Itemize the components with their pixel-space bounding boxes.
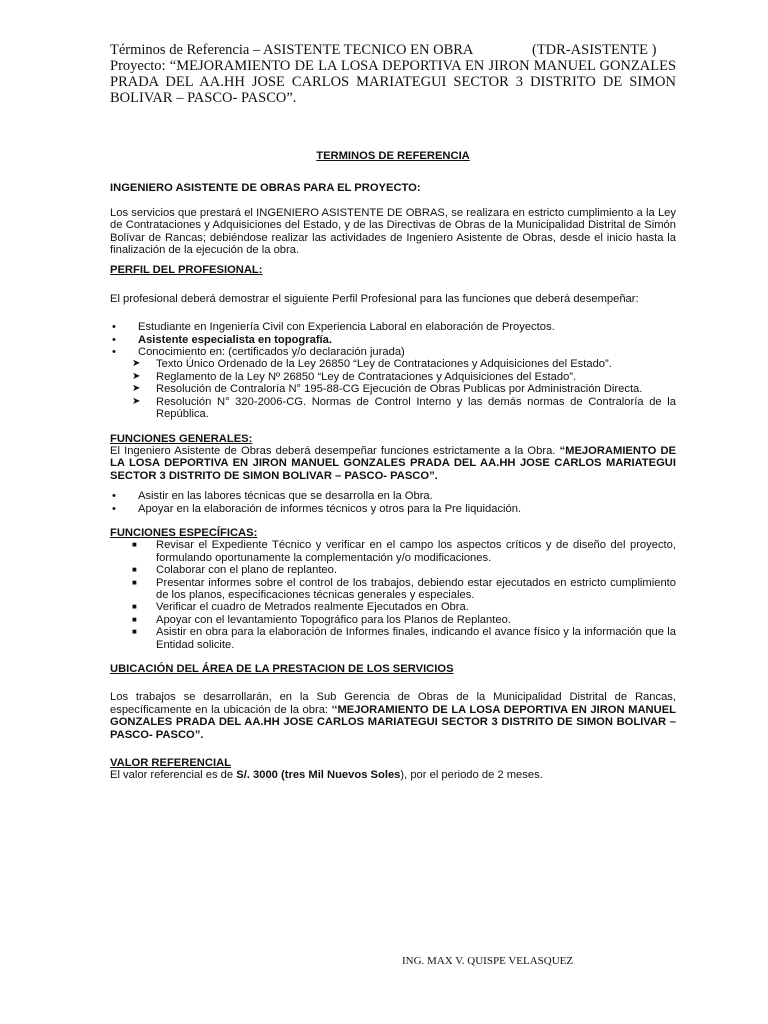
document-header: [110, 42, 676, 106]
header-project: [110, 58, 676, 106]
ubicacion-prefix: Los trabajos se desarrollarán, en la Sub Gerencia de Obras de la Municipalidad Distrital de Rancas, específicamente en la ubicación de la obra:: [110, 691, 676, 716]
square-bullet-icon: ■: [132, 602, 137, 612]
funciones-generales-prefix: El Ingeniero Asistente de Obras deberá desempeñar funciones estrictamente a la Obra.: [110, 444, 560, 457]
funcion-especifica-text: Asistir en obra para la elaboración de Informes finales, indicando el avance físico y la información que la Entidad solicite.: [156, 626, 676, 651]
ubicacion-heading: UBICACIÓN DEL ÁREA DE LA PRESTACION DE LOS SERVICIOS: [110, 663, 454, 675]
ubicacion-project: ‘‘MEJORAMIENTO DE LA LOSA DEPORTIVA EN JIRON MANUEL GONZALES PRADA DEL AA.HH JOSE CARLOS MARIATEGUI SECTOR 3 DISTRITO DE SIMON BOLIVAR – PASCO- PASCO”.: [110, 703, 677, 741]
signature: ING. MAX V. QUISPE VELASQUEZ: [402, 955, 574, 967]
project-name: “MEJORAMIENTO DE LA LOSA DEPORTIVA EN JIRON MANUEL GONZALES PRADA DEL AA.HH JOSE CARLOS MARIATEGUI SECTOR 3 DISTRITO DE SIMON BOLIVAR – PASCO- PASCO”.: [110, 58, 677, 106]
header-code: (TDR-ASISTENTE ): [532, 42, 657, 58]
project-prefix: Proyecto:: [110, 58, 170, 74]
valor-suffix: ), por el periodo de 2 meses.: [400, 769, 543, 782]
list-item: [110, 564, 676, 576]
section1-heading: INGENIERO ASISTENTE DE OBRAS PARA EL PROYECTO:: [110, 182, 421, 195]
arrow-icon: ➤: [132, 358, 141, 370]
bullet-icon: •: [112, 333, 116, 346]
funciones-especificas-list: [110, 539, 676, 651]
bullet-icon: •: [112, 502, 116, 515]
square-bullet-icon: ■: [132, 577, 137, 587]
perfil-sublist: [110, 358, 676, 420]
funcion-especifica-text: Revisar el Expediente Técnico y verificar en el campo los aspectos críticos y de diseño del proyecto, formulando oportunamente la complementación y/o modificaciones.: [156, 539, 676, 564]
list-item: [110, 383, 676, 395]
perfil-subitem-text: Reglamento de la Ley Nº 26850 “Ley de Contrataciones y Adquisiciones del Estado”.: [156, 370, 577, 383]
list-item: [110, 614, 676, 626]
funcion-especifica-text: Verificar el cuadro de Metrados realmente Ejecutados en Obra.: [156, 601, 469, 614]
perfil-heading: PERFIL DEL PROFESIONAL:: [110, 264, 263, 277]
list-item: [110, 346, 676, 358]
funciones-generales-list: [110, 490, 676, 515]
perfil-item-text: Asistente especialista en topografía.: [138, 333, 332, 346]
valor-text: [110, 769, 676, 781]
funciones-generales-heading: FUNCIONES GENERALES:: [110, 432, 253, 445]
funcion-especifica-text: Apoyar con el levantamiento Topográfico para los Planos de Replanteo.: [156, 613, 511, 626]
arrow-icon: ➤: [132, 383, 141, 395]
doc-title: TERMINOS DE REFERENCIA: [316, 150, 470, 162]
list-item: [110, 334, 676, 346]
ubicacion-text: [110, 691, 676, 741]
valor-amount: S/. 3000 (tres Mil Nuevos Soles: [236, 769, 401, 782]
square-bullet-icon: ■: [132, 565, 137, 575]
perfil-list: [110, 321, 676, 358]
perfil-intro: El profesional deberá demostrar el siguiente Perfil Profesional para las funciones que deberá desempeñar:: [110, 292, 639, 305]
list-item: [110, 321, 676, 333]
arrow-icon: ➤: [132, 370, 141, 382]
square-bullet-icon: ■: [132, 540, 137, 550]
funcion-especifica-text: Presentar informes sobre el control de los trabajos, debiendo estar ejecutados en estricto cumplimiento de los planos, especificaciones técnicas generales y especiales.: [156, 576, 676, 601]
perfil-item-text: Conocimiento en: (certificados y/o declaración jurada): [138, 346, 405, 359]
funcion-especifica-text: Colaborar con el plano de replanteo.: [156, 564, 337, 577]
list-item: [110, 490, 676, 502]
valor-prefix: El valor referencial es de: [110, 769, 237, 782]
square-bullet-icon: ■: [132, 627, 137, 637]
funcion-general-text: Asistir en las labores técnicas que se desarrolla en la Obra.: [138, 490, 433, 503]
arrow-icon: ➤: [132, 395, 141, 407]
header-title: Términos de Referencia – ASISTENTE TECNICO EN OBRA: [110, 42, 474, 58]
list-item: [110, 601, 676, 613]
list-item: [110, 371, 676, 383]
list-item: [110, 396, 676, 421]
perfil-item-text: Estudiante en Ingeniería Civil con Experiencia Laboral en elaboración de Proyectos.: [138, 321, 555, 334]
funcion-general-text: Apoyar en la elaboración de informes técnicos y otros para la Pre liquidación.: [138, 502, 522, 515]
funciones-especificas-heading: FUNCIONES ESPECÍFICAS:: [110, 526, 258, 539]
square-bullet-icon: ■: [132, 614, 137, 624]
list-item: [110, 626, 676, 651]
perfil-subitem-text: Texto Único Ordenado de la Ley 26850 “Ley de Contrataciones y Adquisiciones del Estado”.: [156, 358, 612, 371]
list-item: [110, 358, 676, 370]
list-item: [110, 539, 676, 564]
funciones-generales-project: “MEJORAMIENTO DE LA LOSA DEPORTIVA EN JIRON MANUEL GONZALES PRADA DEL AA.HH JOSE CARLOS MARIATEGUI SECTOR 3 DISTRITO DE SIMON BOLIVAR – PASCO- PASCO”.: [110, 444, 676, 482]
valor-heading: VALOR REFERENCIAL: [110, 757, 231, 770]
section1-text: Los servicios que prestará el INGENIERO ASISTENTE DE OBRAS, se realizara en estricto cumplimiento a la Ley de Contrataciones y Adquisiciones del Estado, y de las Directivas de Obras de la Municipalidad Distrital de Simón Bolívar de Rancas; debiéndose realizar las actividades de Ingeniero Asistente de Obras, desde el inicio hasta la finalización de la ejecución de la obra.: [110, 206, 676, 257]
bullet-icon: •: [112, 490, 116, 503]
funciones-generales-text: [110, 445, 676, 482]
perfil-subitem-text: Resolución N° 320-2006-CG. Normas de Control Interno y las demás normas de Contraloría de la República.: [156, 395, 676, 421]
bullet-icon: •: [112, 346, 116, 359]
header-line: [110, 42, 676, 58]
document-body: [110, 150, 676, 782]
list-item: [110, 503, 676, 515]
list-item: [110, 577, 676, 602]
bullet-icon: •: [112, 321, 116, 334]
perfil-subitem-text: Resolución de Contraloría N° 195-88-CG Ejecución de Obras Publicas por Administración Directa.: [156, 383, 643, 396]
